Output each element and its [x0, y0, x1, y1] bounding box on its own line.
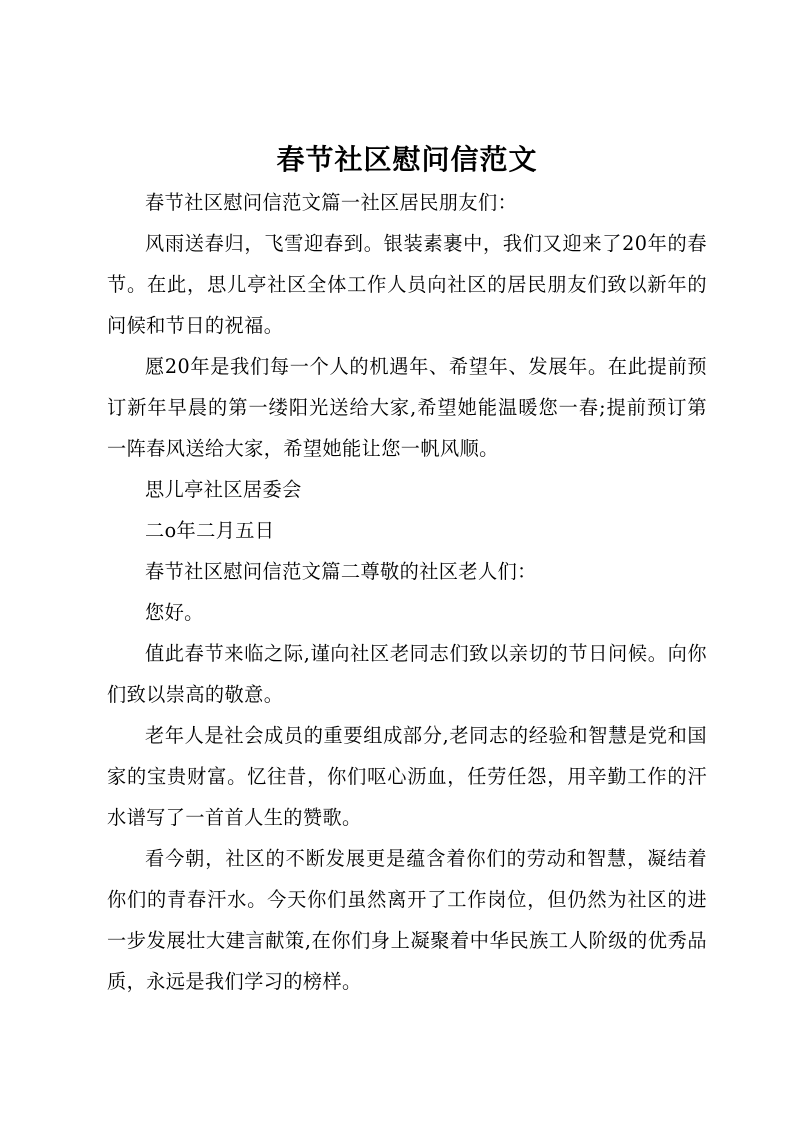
signature-committee: 思儿亭社区居委会 [145, 478, 302, 501]
paragraph-greeting-2: 春节社区慰问信范文篇二尊敬的社区老人们： [145, 560, 537, 583]
paragraph-greeting-1: 春节社区慰问信范文篇一社区居民朋友们： [145, 191, 518, 214]
paragraph-elders-value: 老年人是社会成员的重要组成部分,老同志的经验和智慧是党和国家的宝贵财富。忆往昔，你们呕心沥血，任劳任怨，用辛勤工作的汗水谱写了一首首人生的赞歌。 [107, 724, 707, 829]
paragraph-community-development: 看今朝，社区的不断发展更是蕴含着你们的劳动和智慧，凝结着你们的青春汗水。今天你们虽然离开了工作岗位，但仍然为社区的进一步发展壮大建言献策,在你们身上凝聚着中华民族工人阶级的优秀品质，永远是我们学习的榜样。 [107, 847, 707, 993]
document-body [107, 138, 707, 1002]
signature-date: 二o年二月五日 [145, 519, 275, 542]
paragraph-hello: 您好。 [145, 601, 204, 624]
paragraph-festival-greeting: 值此春节来临之际,谨向社区老同志们致以亲切的节日问候。向你们致以崇高的敬意。 [107, 642, 707, 706]
paragraph-new-year-wishes: 风雨送春归，飞雪迎春到。银装素裹中，我们又迎来了20年的春节。在此，思儿亭社区全体工作人员向社区的居民朋友们致以新年的问候和节日的祝福。 [107, 232, 707, 337]
paragraph-hopes: 愿20年是我们每一个人的机遇年、希望年、发展年。在此提前预订新年早晨的第一缕阳光送给大家,希望她能温暖您一春;提前预订第一阵春风送给大家，希望她能让您一帆风顺。 [107, 355, 707, 460]
document-title: 春节社区慰问信范文 [276, 143, 538, 176]
